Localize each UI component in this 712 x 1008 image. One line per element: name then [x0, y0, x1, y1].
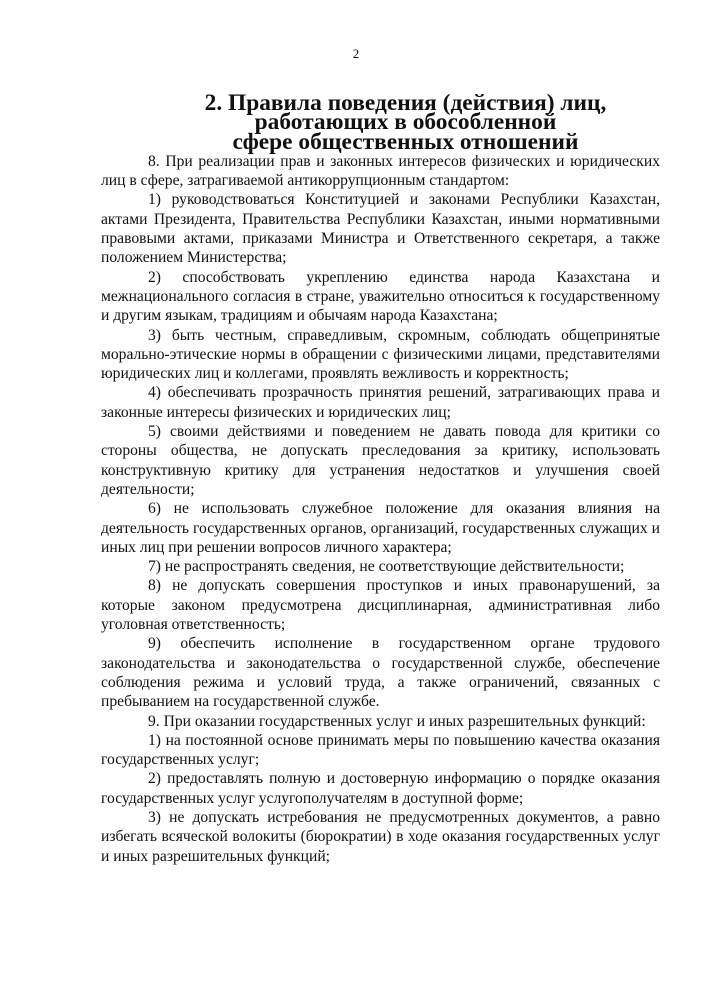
clause-9-item-2: 2) предоставлять полную и достоверную информацию о порядке оказания государственных услуг услугополучателям в доступной форме; — [101, 770, 660, 807]
clause-8-intro: 8. При реализации прав и законных интересов физических и юридических лиц в сфере, затрагиваемой антикоррупционным стандартом: — [101, 152, 660, 190]
page-number: 2 — [352, 46, 360, 61]
clause-9-intro: 9. При оказании государственных услуг и иных разрешительных функций: — [148, 712, 646, 730]
clause-8-item-2: 2) способствовать укреплению единства народа Казахстана и межнационального согласия в стране, уважительно относиться к государственному и другим языкам, традициям и обычаям народа Казахстана; — [101, 268, 660, 325]
section-heading — [101, 90, 660, 155]
clause-8-item-8: 8) не допускать совершения проступков и иных правонарушений, за которые законом предусмотрена дисциплинарная, административная либо уголовная ответственность; — [101, 577, 660, 634]
section-heading-line: 2. Правила поведения (действия) лиц, работающих в обособленной — [204, 90, 607, 136]
clause-9-item-1: 1) на постоянной основе принимать меры по повышению качества оказания государственных услуг; — [101, 731, 660, 769]
clause-8-item-1: 1) руководствоваться Конституцией и законами Республики Казахстан, актами Президента, Правительства Республики Казахстан, иными нормативными правовыми актами, приказами Министра и Ответственного секретаря, а также положением Министерства; — [101, 191, 660, 267]
clause-8-item-3: 3) быть честным, справедливым, скромным, соблюдать общепринятые морально-этические нормы в обращении с физическими лицами, представителями юридических лиц и коллегами, проявлять вежливость и корректность; — [101, 326, 660, 383]
clause-8-item-7: 7) не распространять сведения, не соответствующие действительности; — [148, 558, 625, 576]
clause-8-item-6: 6) не использовать служебное положение для оказания влияния на деятельность государственных органов, организаций, государственных служащих и иных лиц при решении вопросов личного характера; — [101, 500, 660, 556]
clause-8-item-9: 9) обеспечить исполнение в государственном органе трудового законодательства и законодательства о государственной службе, обеспечение соблюдения режима и условий труда, а также ограничений, связанных с пребыванием на государственной службе. — [101, 635, 660, 711]
clause-9-item-3: 3) не допускать истребования не предусмотренных документов, а равно избегать всяческой волокиты (бюрократии) в ходе оказания государственных услуг и иных разрешительных функций; — [101, 808, 660, 865]
clause-8-item-4: 4) обеспечивать прозрачность принятия решений, затрагивающих права и законные интересы физических и юридических лиц; — [101, 384, 660, 421]
clause-8-item-5: 5) своими действиями и поведением не давать повода для критики со стороны общества, не допускать преследования за критику, использовать конструктивную критику для устранения недостатков и улучшения своей деятельности; — [101, 423, 660, 498]
document-body — [101, 90, 660, 866]
section-heading-line: сфере общественных отношений — [232, 128, 579, 155]
